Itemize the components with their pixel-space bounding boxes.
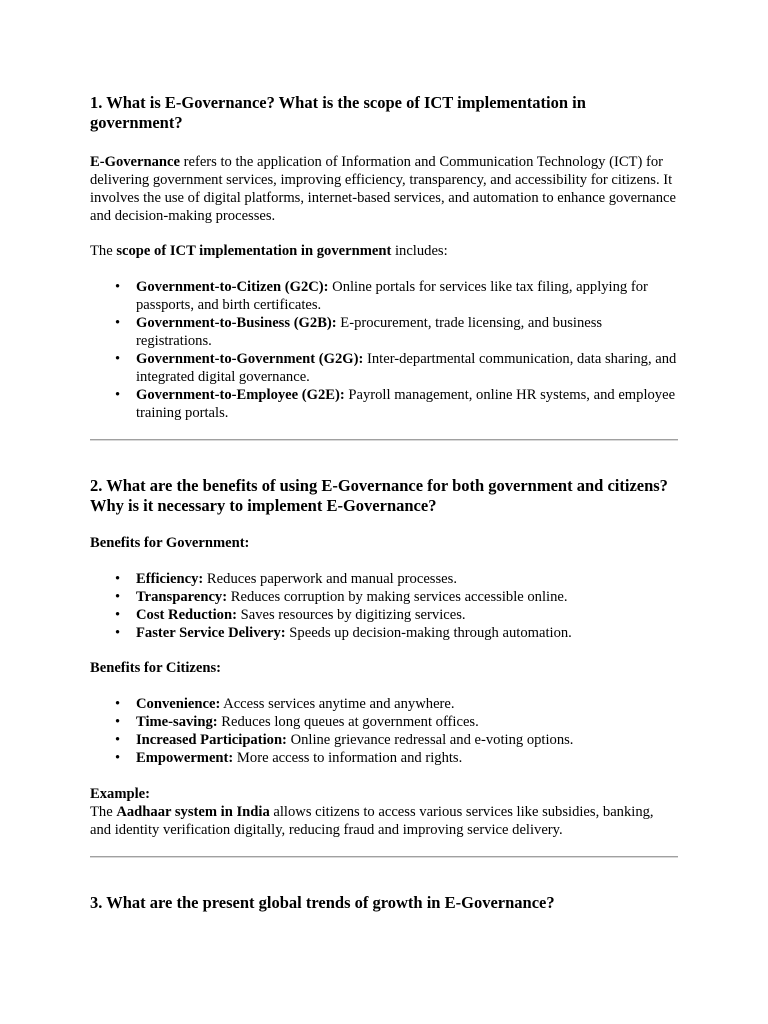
- benefits-citizens-heading: [90, 659, 678, 677]
- list-item: [115, 624, 678, 642]
- bullet-icon: •: [115, 315, 121, 331]
- list-item: [115, 606, 678, 624]
- list-item: [115, 350, 678, 386]
- list-item-term: Government-to-Employee (G2E):: [136, 387, 345, 403]
- bullet-icon: •: [115, 696, 121, 712]
- bullet-icon: •: [115, 750, 121, 766]
- list-item-text: Reduces long queues at government offices.: [217, 714, 479, 730]
- scope-term: scope of ICT implementation in government: [116, 243, 392, 259]
- scope-intro-prefix: The: [90, 243, 117, 259]
- list-item-text: Inter-departmental communication, data sharing, and integrated digital governance.: [136, 351, 677, 385]
- list-item: [115, 314, 678, 350]
- list-item-term: Faster Service Delivery:: [136, 625, 286, 641]
- scope-intro-suffix: includes:: [391, 243, 448, 259]
- list-item-term: Cost Reduction:: [136, 607, 237, 623]
- list-item-term: Government-to-Citizen (G2C):: [136, 279, 329, 295]
- question-2-heading: 2. What are the benefits of using E-Governance for both government and citizens? Why is it necessary to implement E-Governance?: [90, 476, 668, 515]
- example-label-line: [90, 785, 678, 803]
- bullet-icon: •: [115, 625, 121, 641]
- list-item: [115, 386, 678, 422]
- question-3-heading: 3. What are the present global trends of growth in E-Governance?: [90, 893, 555, 912]
- list-item-term: Efficiency:: [136, 571, 204, 587]
- definition-text: refers to the application of Information and Communication Technology (ICT) for delivering government services, improving efficiency, transparency, and accessibility for citizens. It involves the use of digital platforms, internet-based services, and automation to enhance governance and decision-making processes.: [90, 154, 676, 224]
- list-item-term: Time-saving:: [136, 714, 218, 730]
- example-label: Example:: [90, 786, 150, 802]
- list-item-term: Government-to-Business (G2B):: [136, 315, 337, 331]
- list-item-text: Reduces paperwork and manual processes.: [203, 571, 457, 587]
- bullet-icon: •: [115, 571, 121, 587]
- bullet-icon: •: [115, 714, 121, 730]
- example-suffix: allows citizens to access various services like subsidies, banking, and identity verification digitally, reducing fraud and improving service delivery.: [90, 804, 654, 838]
- example-term: Aadhaar system in India: [116, 804, 270, 820]
- example-text: [90, 803, 678, 839]
- list-item: [115, 713, 678, 731]
- list-item-term: Increased Participation:: [136, 732, 287, 748]
- question-1-heading: 1. What is E-Governance? What is the scope of ICT implementation in government?: [90, 93, 586, 132]
- list-item: [115, 749, 678, 767]
- list-item-text: Online grievance redressal and e-voting options.: [286, 732, 574, 748]
- list-item-text: Saves resources by digitizing services.: [236, 607, 466, 623]
- scope-list: [90, 278, 678, 422]
- benefits-citizens-list: [90, 695, 678, 767]
- example-prefix: The: [90, 804, 117, 820]
- example-block: [90, 785, 678, 839]
- bullet-icon: •: [115, 589, 121, 605]
- scope-intro: [90, 242, 678, 260]
- list-item-text: Payroll management, online HR systems, and employee training portals.: [136, 387, 676, 421]
- list-item: [115, 570, 678, 588]
- section-divider: [90, 439, 678, 441]
- list-item-term: Convenience:: [136, 696, 221, 712]
- list-item: [115, 731, 678, 749]
- list-item-text: More access to information and rights.: [233, 750, 463, 766]
- list-item: [115, 695, 678, 713]
- list-item-term: Empowerment:: [136, 750, 234, 766]
- list-item-text: Online portals for services like tax filing, applying for passports, and birth certificates.: [136, 279, 648, 313]
- bullet-icon: •: [115, 351, 121, 367]
- definition-term: E-Governance: [90, 154, 180, 170]
- list-item: [115, 588, 678, 606]
- bullet-icon: •: [115, 387, 121, 403]
- list-item-text: Reduces corruption by making services accessible online.: [227, 589, 568, 605]
- benefits-citizens-label: Benefits for Citizens:: [90, 660, 222, 676]
- benefits-government-label: Benefits for Government:: [90, 535, 250, 551]
- benefits-government-heading: [90, 534, 678, 552]
- list-item-term: Transparency:: [136, 589, 228, 605]
- benefits-government-list: [90, 570, 678, 642]
- bullet-icon: •: [115, 607, 121, 623]
- list-item-term: Government-to-Government (G2G):: [136, 351, 364, 367]
- section-divider: [90, 856, 678, 858]
- document-page: [90, 0, 678, 913]
- list-item-text: E-procurement, trade licensing, and business registrations.: [136, 315, 603, 349]
- e-governance-definition: [90, 153, 678, 225]
- bullet-icon: •: [115, 279, 121, 295]
- list-item-text: Speeds up decision-making through automation.: [285, 625, 572, 641]
- list-item: [115, 278, 678, 314]
- list-item-text: Access services anytime and anywhere.: [220, 696, 455, 712]
- bullet-icon: •: [115, 732, 121, 748]
